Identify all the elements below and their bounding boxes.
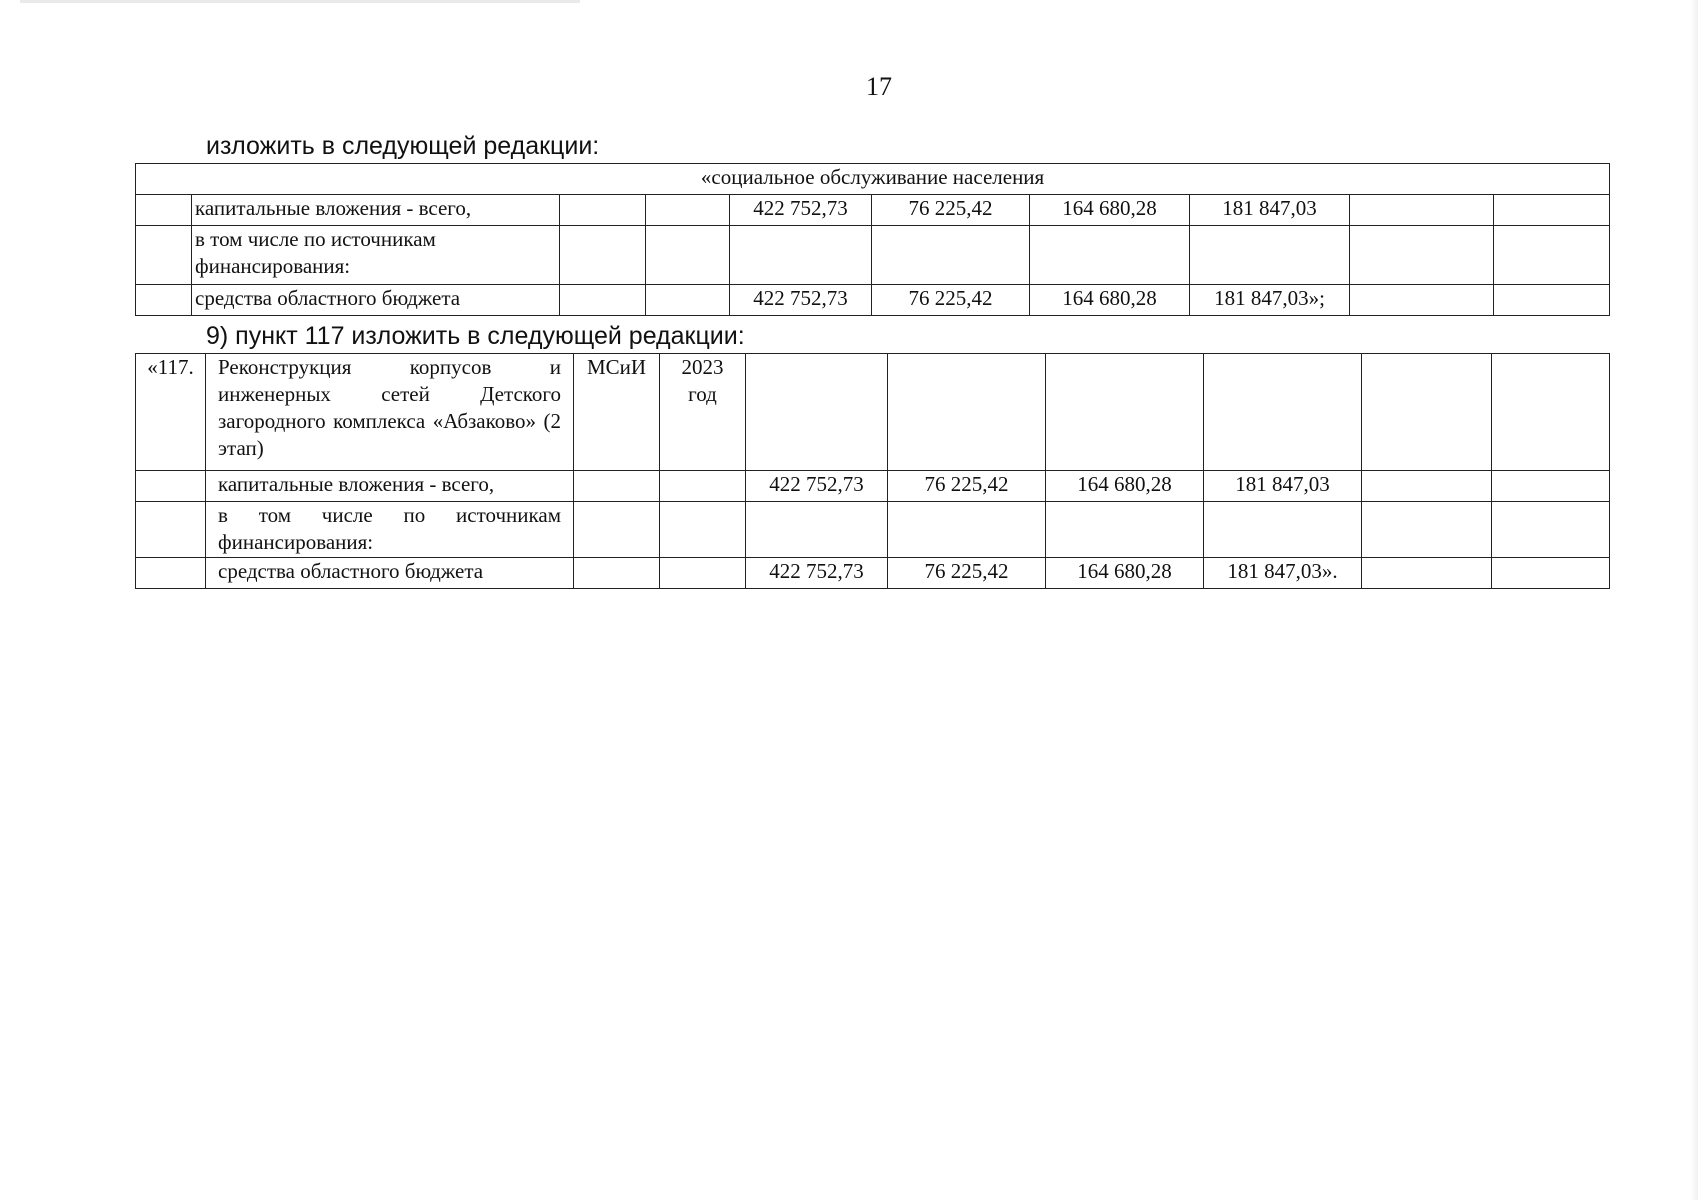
value-year-1: 76 225,42	[872, 195, 1030, 226]
empty-cell	[1362, 471, 1492, 502]
empty-cell	[574, 502, 660, 558]
empty-cell	[1362, 502, 1492, 558]
value-total: 422 752,73	[730, 195, 872, 226]
item-number: «117.	[136, 354, 206, 471]
empty-cell	[1350, 195, 1494, 226]
page-number: 17	[866, 72, 892, 101]
value-total: 422 752,73	[730, 285, 872, 316]
row-name: в том числе по источникам финансирования:	[192, 226, 560, 285]
empty-cell	[136, 471, 206, 502]
table-row	[136, 502, 1610, 558]
empty-cell	[574, 558, 660, 589]
value-year-1: 76 225,42	[872, 285, 1030, 316]
table-row	[136, 558, 1610, 589]
value-year-2: 164 680,28	[1046, 471, 1204, 502]
year: 2023 год	[660, 354, 746, 471]
value-total	[746, 502, 888, 558]
table-row	[136, 285, 1610, 316]
empty-cell	[136, 558, 206, 589]
empty-cell	[1492, 558, 1610, 589]
empty-cell	[574, 471, 660, 502]
row-name: в том числе по источникам финансирования:	[206, 502, 574, 558]
value-year-3	[1204, 502, 1362, 558]
section-title: «социальное обслуживание населения	[136, 164, 1610, 195]
empty-cell	[646, 285, 730, 316]
row-name: капитальные вложения - всего,	[206, 471, 574, 502]
value-year-2	[1030, 226, 1190, 285]
value-year-1: 76 225,42	[888, 558, 1046, 589]
row-name: средства областного бюджета	[192, 285, 560, 316]
empty-cell	[746, 354, 888, 471]
empty-cell	[888, 354, 1046, 471]
table-row	[136, 354, 1610, 471]
empty-cell	[136, 285, 192, 316]
empty-cell	[1362, 354, 1492, 471]
empty-cell	[1494, 285, 1610, 316]
value-year-3: 181 847,03	[1190, 195, 1350, 226]
project-title: Реконструкция корпусов и инженерных сетей Детского загородного комплекса «Абзаково» (2 этап)	[206, 354, 574, 471]
empty-cell	[1204, 354, 1362, 471]
value-year-3	[1190, 226, 1350, 285]
empty-cell	[1492, 354, 1610, 471]
empty-cell	[660, 558, 746, 589]
value-year-2: 164 680,28	[1030, 285, 1190, 316]
value-year-1	[872, 226, 1030, 285]
value-year-2: 164 680,28	[1030, 195, 1190, 226]
empty-cell	[660, 471, 746, 502]
value-year-3: 181 847,03	[1204, 471, 1362, 502]
empty-cell	[136, 195, 192, 226]
empty-cell	[646, 195, 730, 226]
empty-cell	[1362, 558, 1492, 589]
value-total: 422 752,73	[746, 558, 888, 589]
empty-cell	[560, 285, 646, 316]
empty-cell	[1492, 471, 1610, 502]
item-117-heading: 9) пункт 117 изложить в следующей редакции:	[206, 322, 745, 350]
scan-artifact-top	[20, 0, 580, 3]
empty-cell	[136, 226, 192, 285]
empty-cell	[1046, 354, 1204, 471]
empty-cell	[1492, 502, 1610, 558]
table-social-services	[135, 163, 1610, 316]
empty-cell	[1494, 226, 1610, 285]
table-item-117	[135, 353, 1610, 589]
empty-cell	[560, 195, 646, 226]
value-year-1	[888, 502, 1046, 558]
empty-cell	[660, 502, 746, 558]
scan-artifact-edge	[1690, 0, 1698, 1200]
empty-cell	[560, 226, 646, 285]
value-year-3: 181 847,03».	[1204, 558, 1362, 589]
table-row	[136, 471, 1610, 502]
table-row	[136, 226, 1610, 285]
value-total: 422 752,73	[746, 471, 888, 502]
intro-text: изложить в следующей редакции:	[206, 132, 600, 160]
empty-cell	[1494, 195, 1610, 226]
value-year-3: 181 847,03»;	[1190, 285, 1350, 316]
row-name: средства областного бюджета	[206, 558, 574, 589]
empty-cell	[646, 226, 730, 285]
empty-cell	[136, 502, 206, 558]
value-total	[730, 226, 872, 285]
row-name: капитальные вложения - всего,	[192, 195, 560, 226]
table-row	[136, 195, 1610, 226]
value-year-2: 164 680,28	[1046, 558, 1204, 589]
agency: МСиИ	[574, 354, 660, 471]
value-year-2	[1046, 502, 1204, 558]
empty-cell	[1350, 226, 1494, 285]
value-year-1: 76 225,42	[888, 471, 1046, 502]
empty-cell	[1350, 285, 1494, 316]
